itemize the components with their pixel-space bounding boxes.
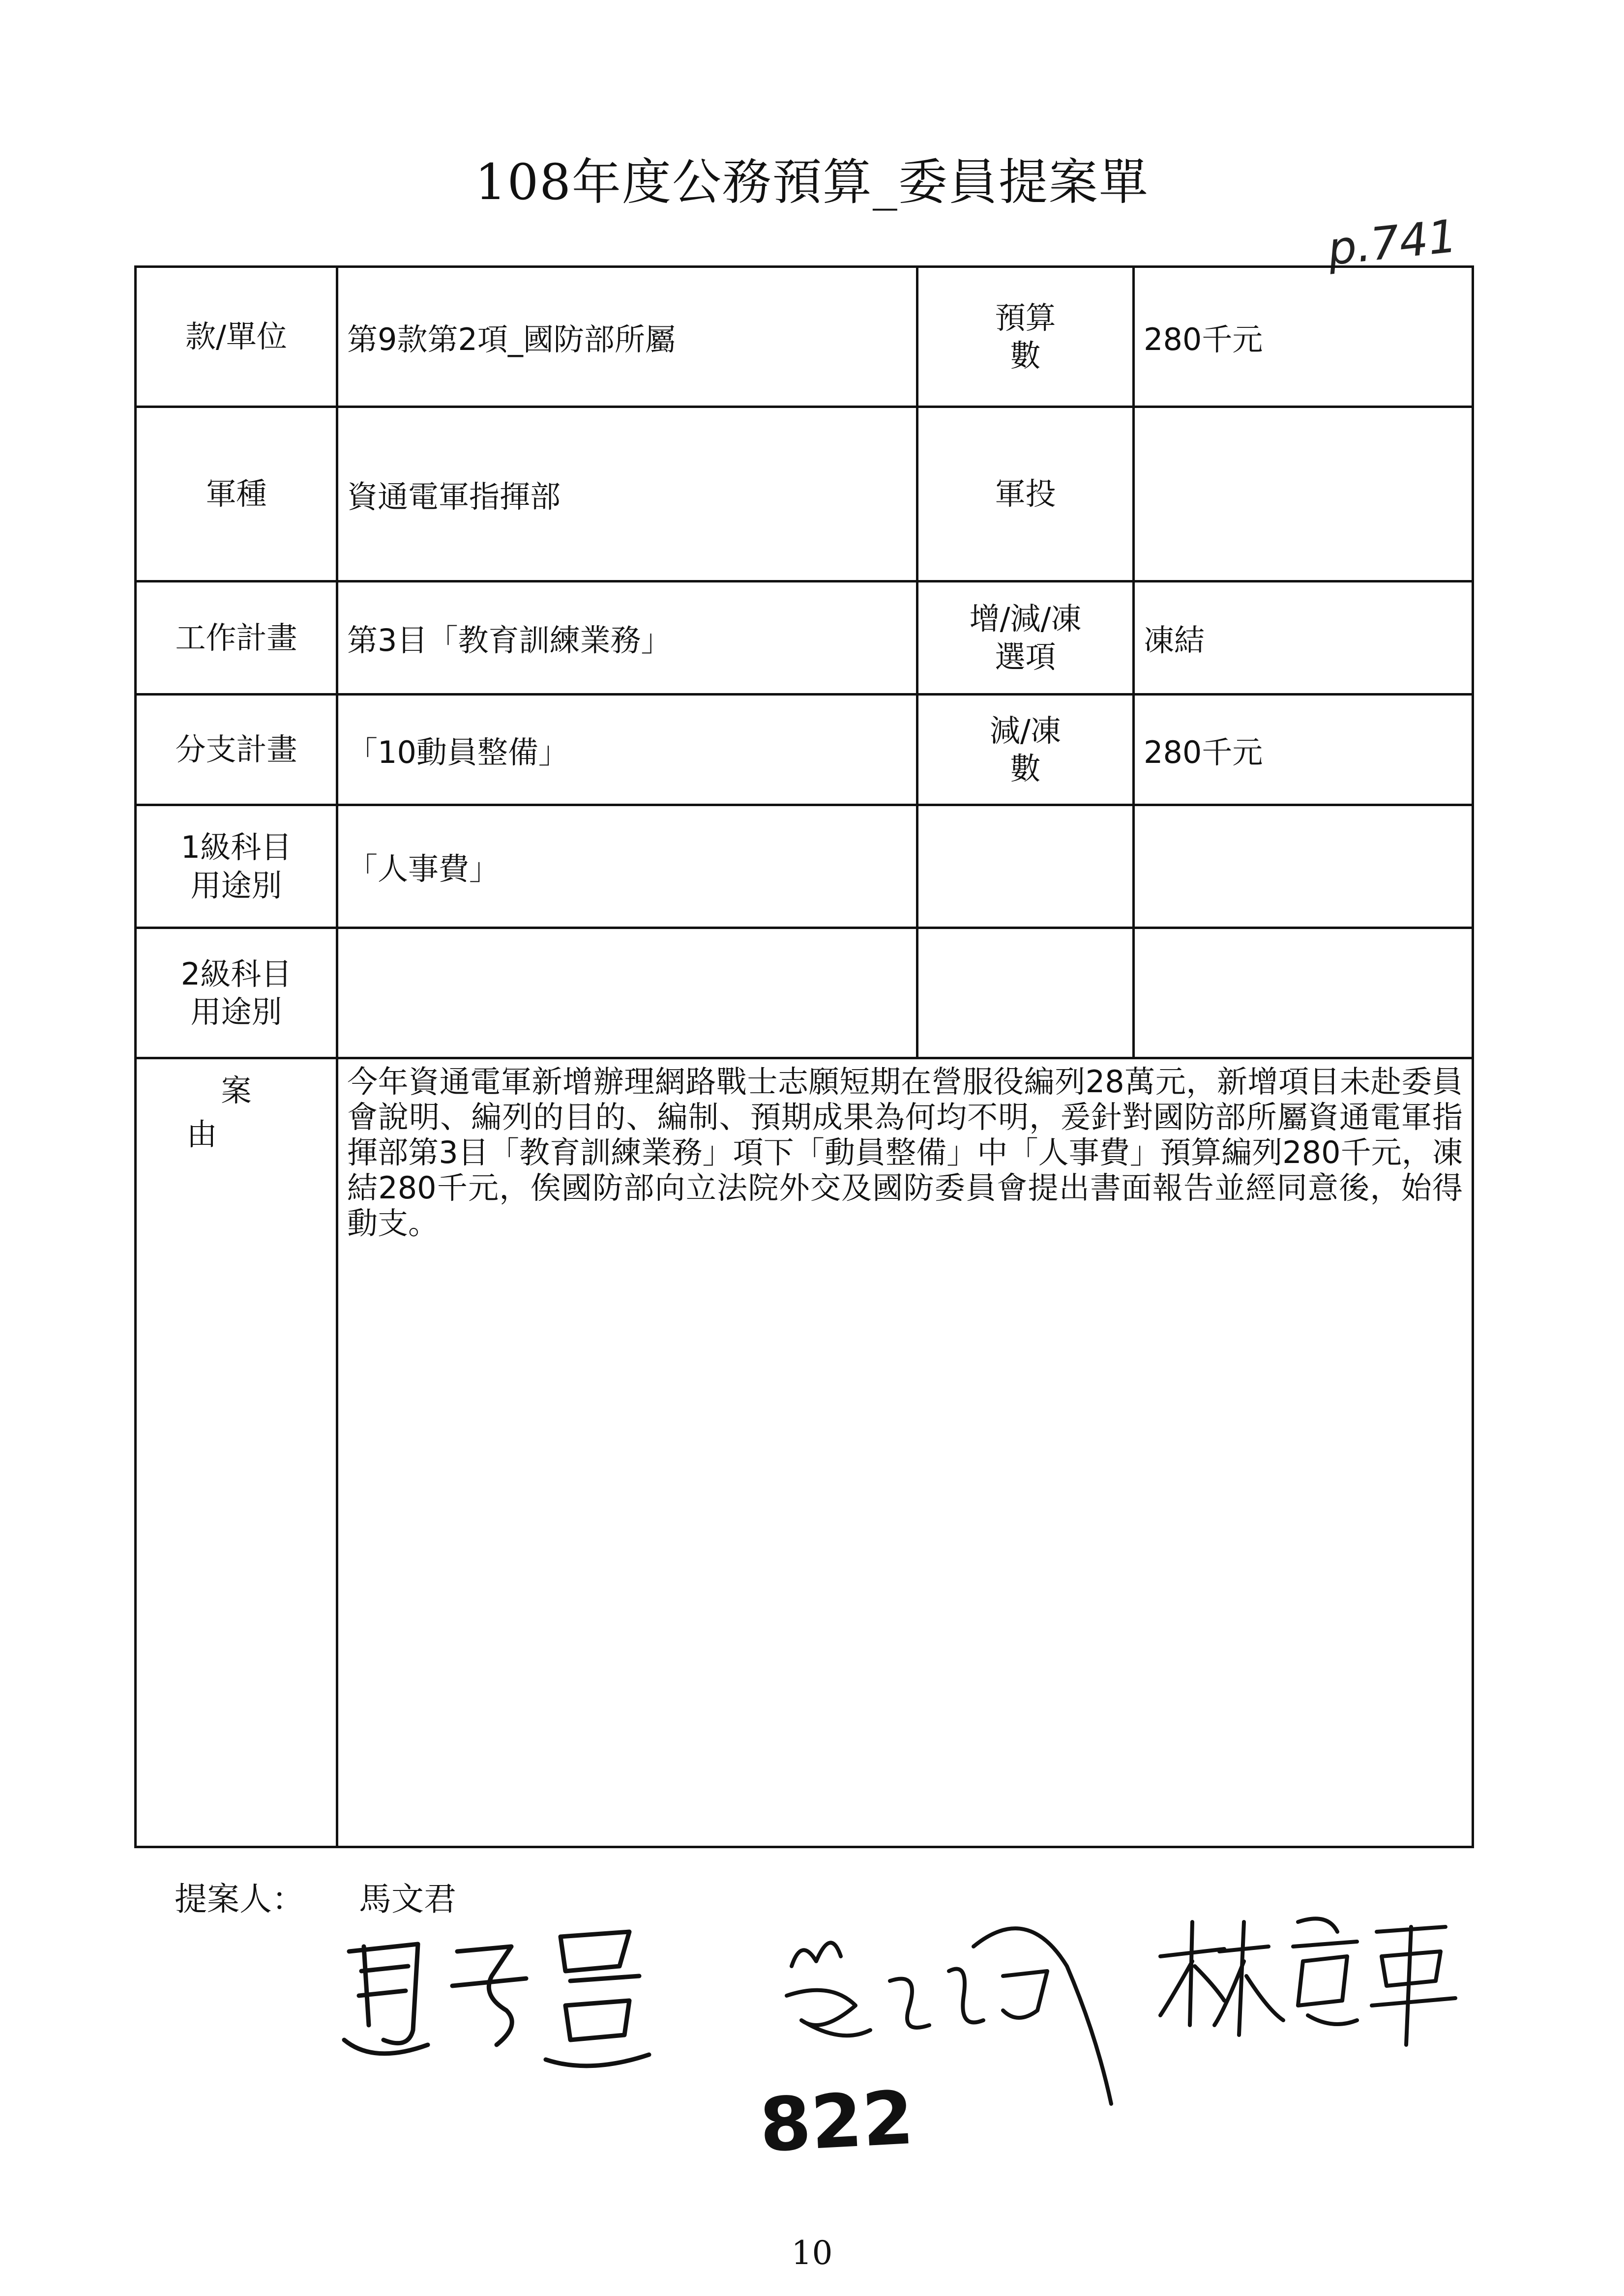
level2-subject-label: 2級科目 用途別 [136, 928, 337, 1058]
military-investment-label: 軍投 [917, 407, 1134, 581]
level2-subject-value [337, 928, 917, 1058]
level1-right-label [917, 805, 1134, 928]
proposer-line [175, 1873, 456, 1919]
reason-text: 今年資通電軍新增辦理網路戰士志願短期在營服役編列28萬元，新增項目未赴委員會說明、編列的目的、編制、預期成果為何均不明，爰針對國防部所屬資通電軍指揮部第3目「教育訓練業務」項下「動員整備」中「人事費」預算編列280千元，凍結280千元，俟國防部向立法院外交及國防委員會提出書面報告並經同意後，始得動支。 [337, 1058, 1473, 1847]
work-plan-label: 工作計畫 [136, 581, 337, 695]
level1-subject-label: 1級科目 用途別 [136, 805, 337, 928]
proposal-form-table [134, 265, 1474, 1848]
handwritten-stamp-number: 822 [757, 2075, 916, 2169]
row-branch [136, 407, 1473, 581]
row-section [136, 267, 1473, 407]
level1-right-value [1134, 805, 1473, 928]
adjust-option-label: 增/減/凍 選項 [917, 581, 1134, 695]
level2-right-value [1134, 928, 1473, 1058]
signature-ma-wen-chun [334, 1917, 659, 2079]
section-value: 第9款第2項_國防部所屬 [337, 267, 917, 407]
reason-label: 案由 [136, 1058, 337, 1847]
row-level2-subject [136, 928, 1473, 1058]
proposer-name: 馬文君 [358, 1880, 456, 1918]
level2-right-label [917, 928, 1134, 1058]
row-level1-subject [136, 805, 1473, 928]
reduce-freeze-amount-value: 280千元 [1134, 695, 1473, 805]
reduce-freeze-amount-label: 減/凍 數 [917, 695, 1134, 805]
sub-plan-value: 「10動員整備」 [337, 695, 917, 805]
military-investment-value [1134, 407, 1473, 581]
work-plan-value: 第3目「教育訓練業務」 [337, 581, 917, 695]
row-work-plan [136, 581, 1473, 695]
section-label: 款/單位 [136, 267, 337, 407]
level1-subject-value: 「人事費」 [337, 805, 917, 928]
signature-lin-li-chan [1151, 1902, 1465, 2050]
sub-plan-label: 分支計畫 [136, 695, 337, 805]
budget-amount-label: 預算 數 [917, 267, 1134, 407]
adjust-option-value: 凍結 [1134, 581, 1473, 695]
budget-amount-value: 280千元 [1134, 267, 1473, 407]
proposer-label: 提案人： [175, 1880, 304, 1918]
row-sub-plan [136, 695, 1473, 805]
row-reason [136, 1058, 1473, 1847]
branch-value: 資通電軍指揮部 [337, 407, 917, 581]
handwritten-page-annotation: p.741 [1325, 209, 1460, 276]
document-title: 108年度公務預算_委員提案單 [475, 153, 1149, 211]
page-number: 10 [791, 2234, 833, 2272]
branch-label: 軍種 [136, 407, 337, 581]
